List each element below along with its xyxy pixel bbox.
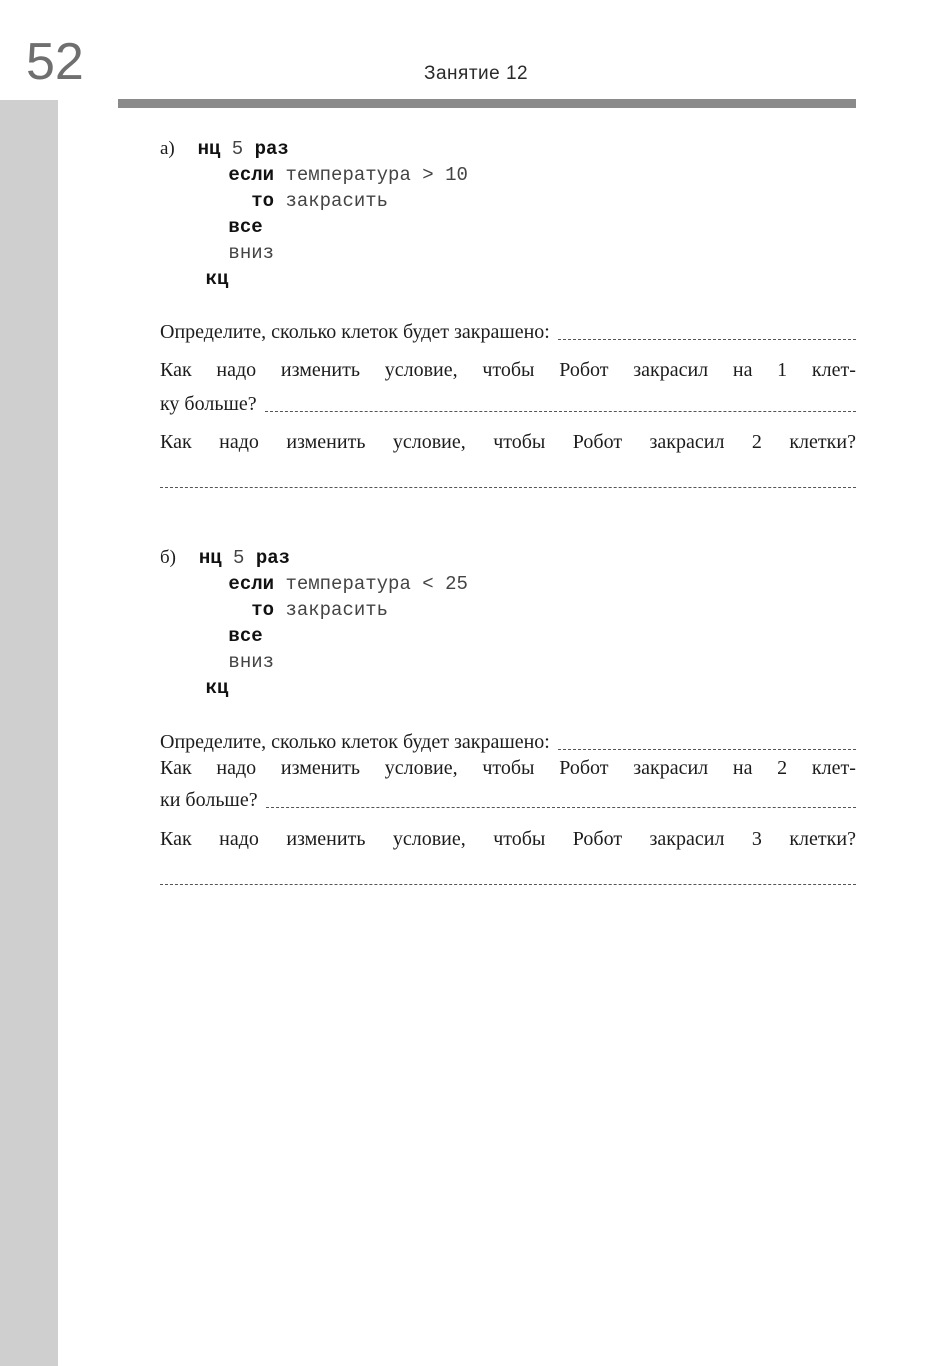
- answer-line[interactable]: [160, 487, 856, 488]
- keyword-times: раз: [254, 138, 289, 160]
- question-a2-line2: [160, 392, 856, 416]
- word: на: [732, 757, 753, 779]
- action: закрасить: [285, 599, 389, 621]
- keyword-times: раз: [255, 547, 291, 569]
- word: чтобы: [482, 359, 535, 381]
- word: Робот: [559, 757, 609, 779]
- answer-line[interactable]: [265, 410, 856, 412]
- answer-line[interactable]: [558, 748, 856, 750]
- word: условие,: [384, 757, 458, 779]
- word: закрасил: [633, 757, 709, 779]
- word: клетки?: [789, 431, 856, 453]
- page-number: 52: [26, 33, 84, 91]
- keyword-loop: нц: [197, 138, 221, 160]
- keyword-if: если: [228, 164, 275, 186]
- question-a3: [160, 430, 856, 454]
- code-block-a: [160, 136, 468, 292]
- word: закрасил: [649, 828, 725, 850]
- word: чтобы: [493, 828, 546, 850]
- word: условие,: [384, 359, 458, 381]
- question-text: ку больше?: [160, 393, 257, 415]
- word: Как: [160, 757, 192, 779]
- question-b2-line1: [160, 756, 856, 780]
- move-command: вниз: [228, 242, 275, 264]
- page-header-title: Занятие 12: [424, 63, 529, 84]
- keyword-end-loop: кц: [205, 268, 229, 290]
- keyword-if: если: [228, 573, 275, 595]
- part-label: б): [160, 547, 176, 568]
- word: чтобы: [493, 431, 546, 453]
- answer-line[interactable]: [266, 806, 856, 808]
- keyword-loop: нц: [198, 547, 222, 569]
- keyword-then: то: [251, 599, 275, 621]
- keyword-end-if: все: [228, 625, 263, 647]
- answer-line[interactable]: [160, 884, 856, 885]
- question-a2-line1: [160, 358, 856, 382]
- word: Как: [160, 431, 192, 453]
- loop-count: 5: [233, 547, 245, 569]
- word: изменить: [280, 359, 360, 381]
- code-block-b: [160, 545, 468, 701]
- question-text: Определите, сколько клеток будет закрашено:: [160, 731, 550, 753]
- header-rule: [118, 99, 856, 108]
- word: Робот: [559, 359, 609, 381]
- word: изменить: [286, 431, 366, 453]
- word: 1: [777, 359, 788, 381]
- word: закрасил: [649, 431, 725, 453]
- word: 3: [751, 828, 762, 850]
- word: надо: [219, 828, 259, 850]
- keyword-end-loop: кц: [205, 677, 229, 699]
- question-b1: [160, 730, 856, 754]
- part-label: а): [160, 138, 175, 159]
- word: условие,: [392, 431, 466, 453]
- side-margin-strip: [0, 100, 58, 1366]
- question-b2-line2: [160, 788, 856, 812]
- move-command: вниз: [228, 651, 275, 673]
- loop-count: 5: [231, 138, 244, 160]
- word: надо: [216, 359, 257, 381]
- question-a1: [160, 320, 856, 344]
- keyword-end-if: все: [228, 216, 263, 238]
- word: Как: [160, 828, 192, 850]
- word: клет-: [811, 757, 856, 779]
- word: клетки?: [789, 828, 856, 850]
- word: изменить: [286, 828, 366, 850]
- condition: температура > 10: [285, 164, 468, 186]
- condition: температура < 25: [285, 573, 468, 595]
- word: Робот: [572, 431, 623, 453]
- answer-line[interactable]: [558, 338, 856, 340]
- word: закрасил: [633, 359, 709, 381]
- keyword-then: то: [251, 190, 275, 212]
- word: изменить: [280, 757, 360, 779]
- word: 2: [777, 757, 788, 779]
- word: на: [732, 359, 753, 381]
- word: Робот: [572, 828, 623, 850]
- word: условие,: [392, 828, 466, 850]
- question-text: Определите, сколько клеток будет закрашено:: [160, 321, 550, 343]
- question-b3: [160, 827, 856, 851]
- word: клет-: [811, 359, 856, 381]
- action: закрасить: [285, 190, 389, 212]
- word: чтобы: [482, 757, 535, 779]
- word: Как: [160, 359, 192, 381]
- word: 2: [751, 431, 762, 453]
- question-text: ки больше?: [160, 789, 258, 811]
- word: надо: [216, 757, 257, 779]
- word: надо: [219, 431, 259, 453]
